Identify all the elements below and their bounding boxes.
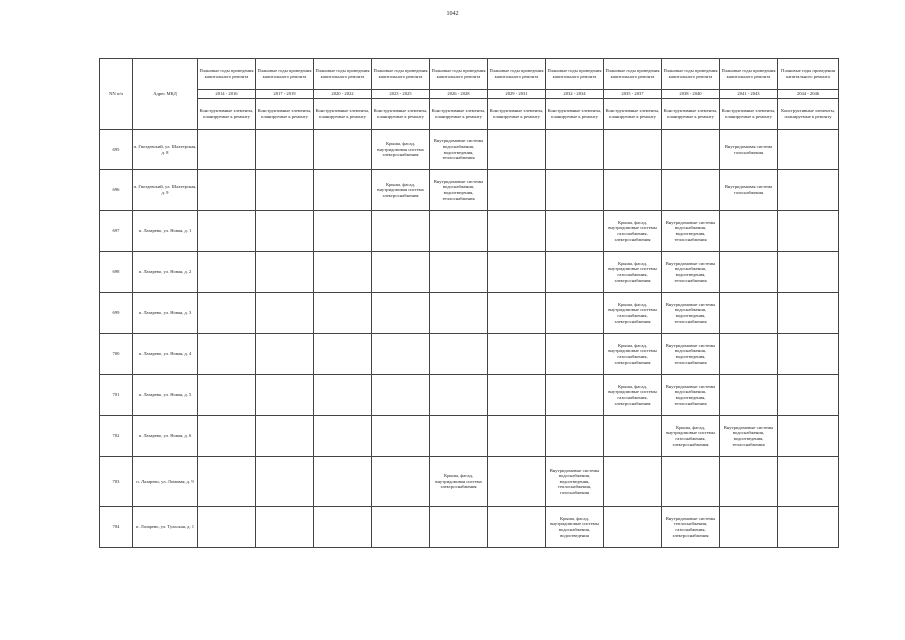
- repair-elements-cell: [720, 252, 778, 293]
- repair-elements-cell: [198, 170, 256, 211]
- repair-elements-cell: [488, 293, 546, 334]
- header-period: Плановые годы проведения капитального ремонта: [430, 59, 488, 90]
- repair-elements-cell: [372, 457, 430, 507]
- table-row: [100, 334, 839, 375]
- table-body: [100, 130, 839, 548]
- repair-elements-cell: [256, 293, 314, 334]
- repair-elements-cell: [256, 334, 314, 375]
- repair-elements-cell: Внутридомовые системы водоснабжения, водоотведения, теплоснабжения: [430, 170, 488, 211]
- repair-elements-cell: Внутридомовые системы водоснабжения, водоотведения, теплоснабжения: [430, 130, 488, 170]
- header-elements: Конструктивные элементы, планируемые к ремонту: [778, 99, 839, 130]
- row-number: 696: [100, 170, 133, 211]
- repair-elements-cell: [488, 457, 546, 507]
- repair-elements-cell: [198, 130, 256, 170]
- repair-elements-cell: [430, 252, 488, 293]
- header-period: Плановые годы проведения капитального ремонта: [256, 59, 314, 90]
- header-num: NN п/п: [100, 59, 133, 130]
- repair-elements-cell: [546, 375, 604, 416]
- repair-elements-cell: [314, 293, 372, 334]
- header-period: Плановые годы проведения капитального ремонта: [488, 59, 546, 90]
- repair-elements-cell: [198, 416, 256, 457]
- repair-elements-cell: [430, 416, 488, 457]
- repair-elements-cell: [372, 375, 430, 416]
- header-year: 2029 - 2031: [488, 90, 546, 99]
- repair-elements-cell: [256, 211, 314, 252]
- repair-elements-cell: [778, 252, 839, 293]
- repair-elements-cell: [604, 416, 662, 457]
- repair-elements-cell: [662, 457, 720, 507]
- repair-elements-cell: [546, 130, 604, 170]
- repair-elements-cell: [256, 252, 314, 293]
- repair-elements-cell: [778, 293, 839, 334]
- repair-elements-cell: [372, 252, 430, 293]
- repair-elements-cell: [720, 375, 778, 416]
- header-year: 2017 - 2019: [256, 90, 314, 99]
- header-period: Плановые годы проведения капитального ремонта: [662, 59, 720, 90]
- repair-elements-cell: [778, 457, 839, 507]
- row-address: п. Лазарево, ул. Новая, д. 2: [133, 252, 198, 293]
- row-number: 701: [100, 375, 133, 416]
- row-address: п. Гвоздевский, ул. Шахтерская, д. 9: [133, 170, 198, 211]
- header-period: Плановые годы проведения капитального ремонта: [372, 59, 430, 90]
- repair-elements-cell: Внутридомовые системы водоснабжения, водоотведения, теплоснабжения: [662, 293, 720, 334]
- repair-elements-cell: [778, 334, 839, 375]
- header-elements: Конструктивные элементы, планируемые к ремонту: [662, 99, 720, 130]
- repair-elements-cell: [372, 416, 430, 457]
- row-number: 702: [100, 416, 133, 457]
- header-year: 2026 - 2028: [430, 90, 488, 99]
- header-elements: Конструктивные элементы, планируемые к ремонту: [546, 99, 604, 130]
- repair-elements-cell: [720, 211, 778, 252]
- repair-elements-cell: [488, 507, 546, 548]
- row-number: 698: [100, 252, 133, 293]
- repair-elements-cell: [778, 170, 839, 211]
- repair-elements-cell: [488, 416, 546, 457]
- header-elements: Конструктивные элементы, планируемые к ремонту: [372, 99, 430, 130]
- repair-elements-cell: [488, 252, 546, 293]
- repair-elements-cell: [488, 170, 546, 211]
- repair-elements-cell: [198, 375, 256, 416]
- row-number: 704: [100, 507, 133, 548]
- repair-elements-cell: Внутридомовая система газоснабжения: [720, 130, 778, 170]
- table-row: [100, 507, 839, 548]
- repair-elements-cell: [314, 375, 372, 416]
- repair-elements-cell: [256, 507, 314, 548]
- header-address: Адрес МКД: [133, 59, 198, 130]
- repair-elements-cell: [256, 416, 314, 457]
- repair-elements-cell: [256, 375, 314, 416]
- repair-elements-cell: [430, 507, 488, 548]
- row-number: 700: [100, 334, 133, 375]
- header-elements: Конструктивные элементы, планируемые к ремонту: [314, 99, 372, 130]
- header-period: Плановые годы проведения капитального ремонта: [314, 59, 372, 90]
- repair-elements-cell: [720, 507, 778, 548]
- header-elements: Конструктивные элементы, планируемые к ремонту: [604, 99, 662, 130]
- table-row: [100, 375, 839, 416]
- row-number: 697: [100, 211, 133, 252]
- header-elements: Конструктивные элементы, планируемые к ремонту: [488, 99, 546, 130]
- repair-elements-cell: [314, 252, 372, 293]
- header-year: 2035 - 2037: [604, 90, 662, 99]
- row-address: п. Лазарево, ул. Новая, д. 4: [133, 334, 198, 375]
- repair-elements-cell: [256, 130, 314, 170]
- repair-elements-cell: [198, 334, 256, 375]
- header-period: Плановые годы проведения капитального ремонта: [778, 59, 839, 90]
- repair-elements-cell: [430, 375, 488, 416]
- repair-elements-cell: [546, 334, 604, 375]
- repair-elements-cell: [778, 375, 839, 416]
- repair-elements-cell: Крыша, фасад, внутридомовые системы газоснабжения, электроснабжения: [604, 334, 662, 375]
- repair-elements-cell: Крыша, фасад, внутридомовая система электроснабжения: [372, 130, 430, 170]
- header-period: Плановые годы проведения капитального ремонта: [720, 59, 778, 90]
- repair-elements-cell: [198, 457, 256, 507]
- repair-elements-cell: [314, 130, 372, 170]
- header-period: Плановые годы проведения капитального ремонта: [604, 59, 662, 90]
- repair-elements-cell: Крыша, фасад, внутридомовые системы газоснабжения, электроснабжения: [604, 293, 662, 334]
- repair-elements-cell: [198, 252, 256, 293]
- header-year: 2038 - 2040: [662, 90, 720, 99]
- header-elements: Конструктивные элементы, планируемые к ремонту: [198, 99, 256, 130]
- header-period: Плановые годы проведения капитального ремонта: [546, 59, 604, 90]
- repair-elements-cell: [778, 416, 839, 457]
- repair-elements-cell: [256, 457, 314, 507]
- repair-elements-cell: [546, 211, 604, 252]
- repair-elements-cell: [314, 507, 372, 548]
- repair-elements-cell: [546, 252, 604, 293]
- row-address: п. Лазарево, ул. Новая, д. 3: [133, 293, 198, 334]
- repair-elements-cell: Внутридомовая система газоснабжения: [720, 170, 778, 211]
- row-number: 703: [100, 457, 133, 507]
- row-address: п. Лазарево, ул. Новая, д. 6: [133, 416, 198, 457]
- repair-elements-cell: [778, 507, 839, 548]
- table-row: [100, 130, 839, 170]
- repair-elements-cell: [256, 170, 314, 211]
- repair-elements-cell: [604, 457, 662, 507]
- repair-elements-cell: [198, 211, 256, 252]
- row-address: п. Лазарево, ул. Тульская, д. 1: [133, 507, 198, 548]
- row-number: 695: [100, 130, 133, 170]
- repair-elements-cell: Крыша, фасад, внутридомовая система электроснабжения: [430, 457, 488, 507]
- repair-elements-cell: Крыша, фасад, внутридомовые системы газоснабжения, электроснабжения: [604, 375, 662, 416]
- row-address: п. Лазарево, ул. Ломовая, д. 9: [133, 457, 198, 507]
- repair-elements-cell: Крыша, фасад, внутридомовые системы газоснабжения, электроснабжения: [604, 252, 662, 293]
- header-period: Плановые годы проведения капитального ремонта: [198, 59, 256, 90]
- repair-elements-cell: [198, 507, 256, 548]
- header-elements: Конструктивные элементы, планируемые к ремонту: [430, 99, 488, 130]
- header-year: 2041 - 2043: [720, 90, 778, 99]
- repair-elements-cell: [720, 293, 778, 334]
- header-year: 2023 - 2025: [372, 90, 430, 99]
- repair-elements-cell: [488, 130, 546, 170]
- table-row: [100, 170, 839, 211]
- repair-elements-cell: [372, 293, 430, 334]
- repair-elements-cell: [778, 130, 839, 170]
- repair-elements-cell: Крыша, фасад, внутридомовые системы водоснабжения, водоотведения: [546, 507, 604, 548]
- row-address: п. Гвоздевский, ул. Шахтерская, д. 8: [133, 130, 198, 170]
- repair-elements-cell: [314, 416, 372, 457]
- header-year: 2044 - 2046: [778, 90, 839, 99]
- repair-elements-cell: [314, 211, 372, 252]
- repair-elements-cell: [720, 457, 778, 507]
- header-elements: Конструктивные элементы, планируемые к ремонту: [720, 99, 778, 130]
- repair-elements-cell: Внутридомовые системы водоснабжения, водоотведения, теплоснабжения: [662, 375, 720, 416]
- repair-elements-cell: Крыша, фасад, внутридомовые системы газоснабжения, электроснабжения: [662, 416, 720, 457]
- repair-elements-cell: Внутридомовые системы водоснабжения, водоотведения, теплоснабжения: [662, 211, 720, 252]
- repair-elements-cell: [604, 170, 662, 211]
- repair-elements-cell: [372, 507, 430, 548]
- repair-elements-cell: [546, 416, 604, 457]
- repair-elements-cell: [546, 170, 604, 211]
- repair-elements-cell: [604, 507, 662, 548]
- repair-elements-cell: [488, 375, 546, 416]
- repair-elements-cell: [372, 334, 430, 375]
- repair-elements-cell: [604, 130, 662, 170]
- row-address: п. Лазарево, ул. Новая, д. 1: [133, 211, 198, 252]
- page-number: 1042: [446, 11, 459, 17]
- repair-elements-cell: [488, 334, 546, 375]
- repair-elements-cell: [662, 170, 720, 211]
- header-year: 2014 - 2016: [198, 90, 256, 99]
- row-number: 699: [100, 293, 133, 334]
- repair-elements-cell: [488, 211, 546, 252]
- repair-elements-cell: [314, 170, 372, 211]
- repair-elements-cell: Внутридомовые системы водоснабжения, водоотведения, теплоснабжения: [662, 252, 720, 293]
- header-year: 2032 - 2034: [546, 90, 604, 99]
- repair-elements-cell: [314, 334, 372, 375]
- header-sub-row: [100, 99, 839, 130]
- header-elements: Конструктивные элементы, планируемые к ремонту: [256, 99, 314, 130]
- header-years-row: [100, 90, 839, 99]
- repair-elements-cell: [778, 211, 839, 252]
- repair-plan-table: [99, 58, 839, 548]
- repair-elements-cell: [314, 457, 372, 507]
- repair-elements-cell: Крыша, фасад, внутридомовая система электроснабжения: [372, 170, 430, 211]
- repair-elements-cell: [662, 130, 720, 170]
- repair-elements-cell: Внутридомовые системы водоснабжения, водоотведения, теплоснабжения: [662, 334, 720, 375]
- repair-elements-cell: Внутридомовые системы теплоснабжения, газоснабжения, электроснабжения: [662, 507, 720, 548]
- row-address: п. Лазарево, ул. Новая, д. 5: [133, 375, 198, 416]
- repair-elements-cell: Внутридомовые системы водоснабжения, водоотведения, теплоснабжения, газоснабжения: [546, 457, 604, 507]
- repair-elements-cell: [198, 293, 256, 334]
- repair-elements-cell: [372, 211, 430, 252]
- repair-elements-cell: [546, 293, 604, 334]
- header-year: 2020 - 2022: [314, 90, 372, 99]
- table-row: [100, 416, 839, 457]
- table-row: [100, 293, 839, 334]
- repair-elements-cell: [720, 334, 778, 375]
- repair-elements-cell: [430, 293, 488, 334]
- repair-elements-cell: Крыша, фасад, внутридомовые системы газоснабжения, электроснабжения: [604, 211, 662, 252]
- repair-elements-cell: [430, 334, 488, 375]
- header-period-row: [100, 59, 839, 90]
- table-row: [100, 252, 839, 293]
- repair-elements-cell: [430, 211, 488, 252]
- repair-elements-cell: Внутридомовые системы водоснабжения, водоотведения, теплоснабжения: [720, 416, 778, 457]
- table-row: [100, 211, 839, 252]
- table-row: [100, 457, 839, 507]
